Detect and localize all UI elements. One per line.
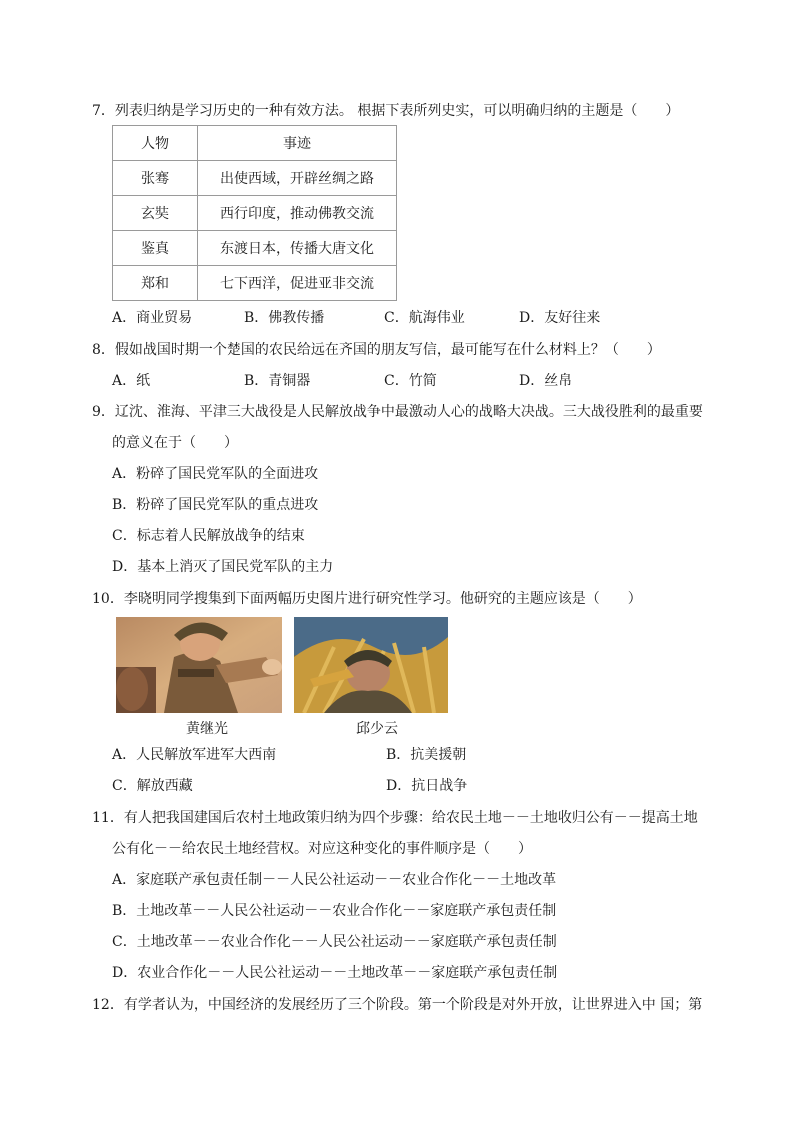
q11-option-d: D．农业合作化－－人民公社运动－－土地改革－－家庭联产承包责任制 <box>112 965 558 981</box>
q11-option-b: B．土地改革－－人民公社运动－－农业合作化－－家庭联产承包责任制 <box>112 903 557 919</box>
table-row <box>113 161 397 196</box>
q10-option-b: B．抗美援朝 <box>386 747 467 763</box>
q9-option-a: A．粉碎了国民党军队的全面进攻 <box>112 466 319 482</box>
q9-option-b: B．粉碎了国民党军队的重点进攻 <box>112 497 319 513</box>
q11-stem-line2: 公有化－－给农民土地经营权。对应这种变化的事件顺序是（ ） <box>112 841 532 857</box>
table-cell-deed: 西行印度，推动佛教交流 <box>198 196 397 231</box>
table-cell-deed: 七下西洋，促进亚非交流 <box>198 266 397 301</box>
table-cell-person: 张骞 <box>113 161 198 196</box>
q8-option-c: C．竹简 <box>384 373 437 389</box>
q7-stem: 7．列表归纳是学习历史的一种有效方法。 根据下表所列史实，可以明确归纳的主题是（ ） <box>92 103 680 119</box>
q7-option-b: B．佛教传播 <box>244 310 325 326</box>
q7-option-a: A．商业贸易 <box>112 310 193 326</box>
table-header-cell: 人物 <box>113 126 198 161</box>
q8-option-b: B．青铜器 <box>244 373 311 389</box>
table-header-cell: 事迹 <box>198 126 397 161</box>
q12-stem: 12．有学者认为，中国经济的发展经历了三个阶段。第一个阶段是对外开放，让世界进入中 国；第 <box>92 997 703 1013</box>
table-cell-person: 郑和 <box>113 266 198 301</box>
q10-option-d: D．抗日战争 <box>386 778 468 794</box>
photo-qiu-shaoyun <box>294 617 448 713</box>
q7-option-d: D．友好往来 <box>519 310 601 326</box>
q8-stem: 8．假如战国时期一个楚国的农民给远在齐国的朋友写信，最可能写在什么材料上？（ ） <box>92 342 661 358</box>
q11-option-a: A．家庭联产承包责任制－－人民公社运动－－农业合作化－－土地改革 <box>112 872 557 888</box>
table-header-row <box>113 126 397 161</box>
caption-qiu-shaoyun: 邱少云 <box>356 721 398 737</box>
q7-fact-table <box>112 125 397 301</box>
q10-option-c: C．解放西藏 <box>112 778 193 794</box>
photo-huang-jiguang <box>116 617 282 713</box>
q9-stem-line1: 9．辽沈、淮海、平津三大战役是人民解放战争中最激动人心的战略大决战。三大战役胜利的最重要 <box>92 404 703 420</box>
caption-huang-jiguang: 黄继光 <box>186 721 228 737</box>
q8-option-a: A．纸 <box>112 373 151 389</box>
table-cell-person: 鉴真 <box>113 231 198 266</box>
q10-stem: 10．李晓明同学搜集到下面两幅历史图片进行研究性学习。他研究的主题应该是（ ） <box>92 591 642 607</box>
q11-option-c: C．土地改革－－农业合作化－－人民公社运动－－家庭联产承包责任制 <box>112 934 557 950</box>
q9-option-c: C．标志着人民解放战争的结束 <box>112 528 305 544</box>
table-cell-deed: 出使西域，开辟丝绸之路 <box>198 161 397 196</box>
q9-option-d: D．基本上消灭了国民党军队的主力 <box>112 559 334 575</box>
q9-stem-line2: 的意义在于（ ） <box>112 435 238 451</box>
table-row <box>113 231 397 266</box>
table-cell-person: 玄奘 <box>113 196 198 231</box>
q10-option-a: A．人民解放军进军大西南 <box>112 747 277 763</box>
table-cell-deed: 东渡日本，传播大唐文化 <box>198 231 397 266</box>
table-row <box>113 196 397 231</box>
q11-stem-line1: 11．有人把我国建国后农村土地政策归纳为四个步骤：给农民土地－－土地收归公有－－提高土地 <box>92 810 698 826</box>
q7-option-c: C．航海伟业 <box>384 310 465 326</box>
table-row <box>113 266 397 301</box>
q8-option-d: D．丝帛 <box>519 373 573 389</box>
